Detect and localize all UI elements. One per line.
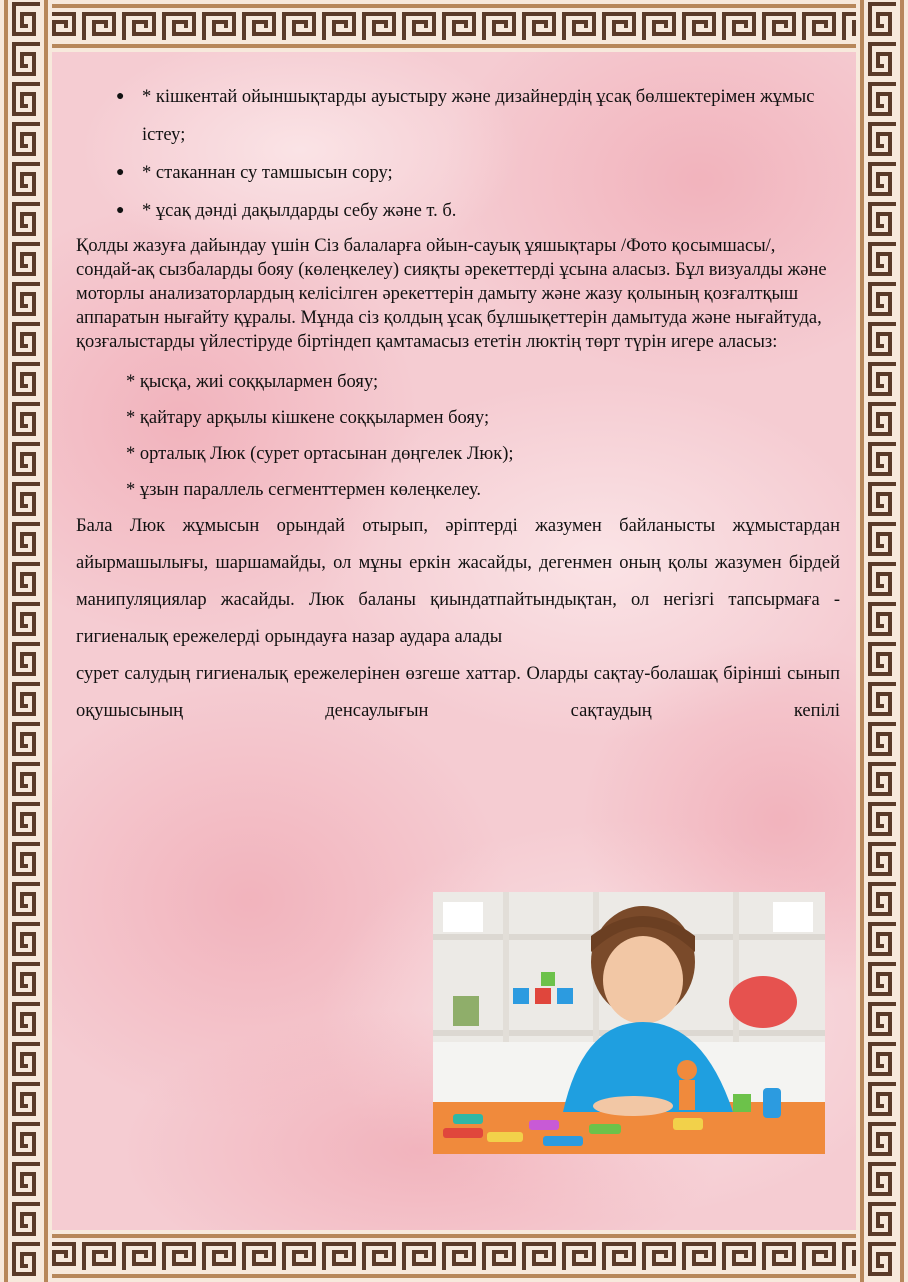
- activity-list: [76, 78, 840, 230]
- greek-key-border-right: [856, 0, 908, 1282]
- greek-key-border-top: [0, 0, 908, 52]
- greek-key-border-bottom: [0, 1230, 908, 1282]
- list-item: * ұзын параллель сегменттермен көлеңкелеу.: [126, 480, 482, 500]
- child-with-plasticine-photo: [433, 892, 825, 1154]
- paragraph-hygiene-rules: сурет салудың гигиеналық ережелерінен өзгеше хаттар. Оларды сақтау-болашақ бірінші сынып оқушысының денсаулығын сақтаудың кепілі: [76, 664, 840, 721]
- list-item: ● * кішкентай ойыншықтарды ауыстыру және дизайнердің ұсақ бөлшектерімен жұмыс істеу;: [116, 87, 815, 145]
- list-item: * қысқа, жиі соққылармен бояу;: [126, 372, 379, 392]
- paragraph-preparation: Қолды жазуға дайындау үшін Сіз балаларға ойын-сауық ұяшықтары /Фото қосымшасы/, сондай-ақ сызбаларды бояу (көлеңкелеу) сияқты әрекеттерді ұсына аласыз. Бұл визуалды және моторлы анализаторлардың келісілген әрекеттерін дамыту және жазу қолының қозғалтқыш аппаратын нығайту құралы. Мұнда сіз қолдың ұсақ бұлшықеттерін дамытуда және нығайтуда, қозғалыстарды үйлестіруде біртіндеп қамтамасыз ететін люктің төрт түрін игере аласыз:: [76, 236, 827, 352]
- list-item: ● * ұсақ дәнді дақылдарды себу және т. б.: [116, 201, 457, 221]
- paragraph-hatching-benefits: Бала Люк жұмысын орындай отырып, әріптерді жазумен байланысты жұмыстардан айырмашылығы, шаршамайды, ол мұны еркін жасайды, дегенмен оның қолы жазумен бірдей манипуляциялар жасайды. Люк баланы қиындатпайтындықтан, ол негізгі тапсырмаға - гигиеналық ережелерді орындауға назар аудара алады: [76, 516, 840, 647]
- hatching-types-list: [76, 364, 840, 508]
- document-body: [76, 78, 840, 730]
- list-item: ● * стаканнан су тамшысын сору;: [116, 163, 393, 183]
- greek-key-border-left: [0, 0, 52, 1282]
- list-item: * қайтару арқылы кішкене соққылармен бояу;: [126, 408, 490, 428]
- list-item: * орталық Люк (сурет ортасынан дөңгелек Люк);: [126, 444, 514, 464]
